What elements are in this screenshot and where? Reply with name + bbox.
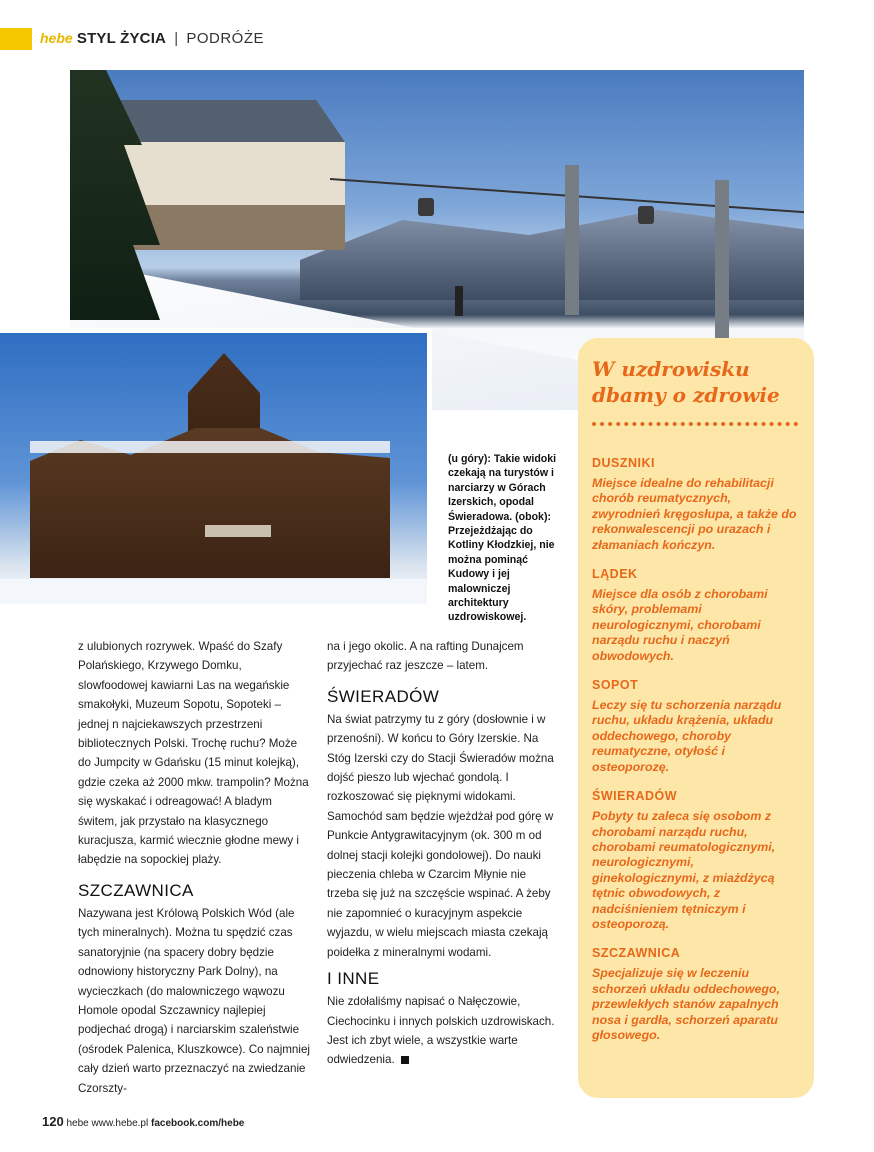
photo-sanatorium — [0, 328, 432, 604]
article-column-1 — [78, 637, 312, 1098]
photo-gondola-cabin — [638, 206, 654, 224]
photo-lift-tower — [565, 165, 579, 315]
spa-name: ŚWIERADÓW — [592, 789, 678, 804]
sidebar-dotted-divider — [592, 422, 798, 432]
footer-facebook-link[interactable]: facebook.com/hebe — [151, 1118, 245, 1129]
sidebar-title: W uzdrowisku dbamy o zdrowie — [592, 357, 780, 407]
sidebar-spa-item — [592, 456, 800, 553]
section-heading-szczawnica: SZCZAWNICA — [78, 880, 194, 900]
spa-name: DUSZNIKI — [592, 456, 656, 470]
article-paragraph: Na świat patrzymy tu z góry (dosłownie i w przenośni). W końcu to Góry Izerskie. Na Stóg Izerski czy do Stacji Świeradów można dojść pieszo lub wjechać gondolą. I rozkoszować się pięknymi widokami. Samochód sam będzie wjeżdżał pod górę w Punkcie Antygrawitacyjnym (ok. 300 m od dolnej stacji kolejki gondolowej). Do nauki pieczenia chleba w Czarcim Młynie nie trzeba się już na szczęście wspinać. A żeby nie zapomnieć o kuracyjnym aspekcie wyjazdu, w wielu miejscach miasta czekają poidełka z mineralnymi wodami. — [327, 712, 554, 959]
spa-description: Pobyty tu zaleca się osobom z chorobami narządu ruchu, chorobami reumatologicznymi, neurologicznymi, ginekologicznymi, z miażdżycą tętnic obwodowych, z nadciśnieniem tętniczym i osteoporozą. — [592, 809, 776, 931]
spa-name: SOPOT — [592, 678, 639, 693]
sidebar-spa-item — [592, 567, 800, 664]
article-paragraph: z ulubionych rozrywek. Wpaść do Szafy Polańskiego, Krzywego Domku, slowfoodowej kawiarni Las na wegańskie smakołyki, Muzeum Sopotu, Sopoteki – jednej n najciekawszych przestrzeni bibliotecznych Polski. Trochę ruchu? Może do Jumpcity w Gdańsku (15 minut kolejką), gdzie czeka aż 2000 mkw. trampolin? Można się wyskakać i odreagować! A bladym świtem, jak przystało na klasycznego kuracjusza, karmić wiecznie głodne mewy i łabędzie na sopockiej plaży. — [78, 640, 309, 867]
page-header — [40, 30, 264, 47]
photo-building-sign — [205, 525, 271, 537]
end-of-article-square-icon — [401, 1056, 409, 1064]
spa-description: Leczy się tu schorzenia narządu ruchu, układu krążenia, układu oddechowego, choroby reumatyczne, otyłość i osteoporozę. — [592, 698, 782, 774]
header-section: STYL ŻYCIA — [76, 30, 167, 47]
spa-name: LĄDEK — [592, 567, 638, 582]
sidebar-spa-item — [592, 678, 800, 775]
section-heading-swieradow: ŚWIERADÓW — [327, 686, 440, 706]
photo-skier — [455, 286, 463, 316]
photo-caption: (u góry): Takie widoki czekają na turystów i narciarzy w Górach Izerskich, opodal Świeradowa. (obok): Przejeżdżając do Kotliny Kłodzkiej, nie można pominąć Kudowy i jej malowniczej architektury uzdrowiskowej. — [448, 453, 557, 624]
footer-website-link[interactable]: www.hebe.pl — [91, 1118, 149, 1129]
page-number: 120 — [42, 1114, 64, 1129]
photo-gondola-cabin — [418, 198, 434, 216]
header-subsection: PODRÓŻE — [186, 30, 265, 47]
sidebar-spa-box — [578, 338, 814, 1098]
article-paragraph — [327, 992, 557, 1070]
sidebar-spa-item — [592, 789, 800, 932]
article-paragraph: Nazywana jest Królową Polskich Wód (ale tych mineralnych). Można tu spędzić czas sanatoryjnie (na spacery dobry będzie odnowiony historyczny Park Dolny), na wycieczkach (do malowniczego wąwozu Homole opodal Szczawnicy najlepiej podjechać drogą) i narciarskim szaleństwie (ośrodek Palenica, Kluszkowce). Co najmniej cały dzień warto przeznaczyć na zwiedzanie Czorszty- — [78, 906, 310, 1095]
spa-description: Specjalizuje się w leczeniu schorzeń układu oddechowego, przewlekłych stanów zapalnych nosa i gardła, schorzeń aparatu głosowego. — [592, 966, 780, 1042]
footer-brand: hebe — [66, 1118, 89, 1129]
article-text: Nie zdołaliśmy napisać o Nałęczowie, Ciechocinku i innych polskich uzdrowiskach. Jest ich zbyt wiele, a wszystkie warte odwiedzenia. — [327, 995, 555, 1067]
photo-lift-tower — [715, 180, 729, 340]
photo-snow-ground — [0, 579, 432, 604]
section-heading-inne: I INNE — [327, 969, 380, 989]
header-accent-bar — [0, 28, 32, 50]
spa-name: SZCZAWNICA — [592, 946, 681, 961]
photo-snowy-roof — [30, 441, 390, 453]
sidebar-spa-item — [592, 946, 800, 1043]
header-separator: | — [174, 30, 179, 47]
article-paragraph: na i jego okolic. A na rafting Dunajcem przyjechać raz jeszcze – latem. — [327, 640, 524, 673]
header-brand-logo: hebe — [40, 30, 73, 46]
spa-description: Miejsce idealne do rehabilitacji chorób reumatycznych, zwyrodnień kręgosłupa, a także do rekonwalescencji po urazach i złamaniach kończyn. — [592, 476, 797, 552]
article-column-2 — [327, 637, 557, 1070]
page-footer — [42, 1114, 244, 1129]
spa-description: Miejsce dla osób z chorobami skóry, problemami neurologicznymi, chorobami narządu ruchu i naczyń obwodowych. — [592, 587, 768, 663]
